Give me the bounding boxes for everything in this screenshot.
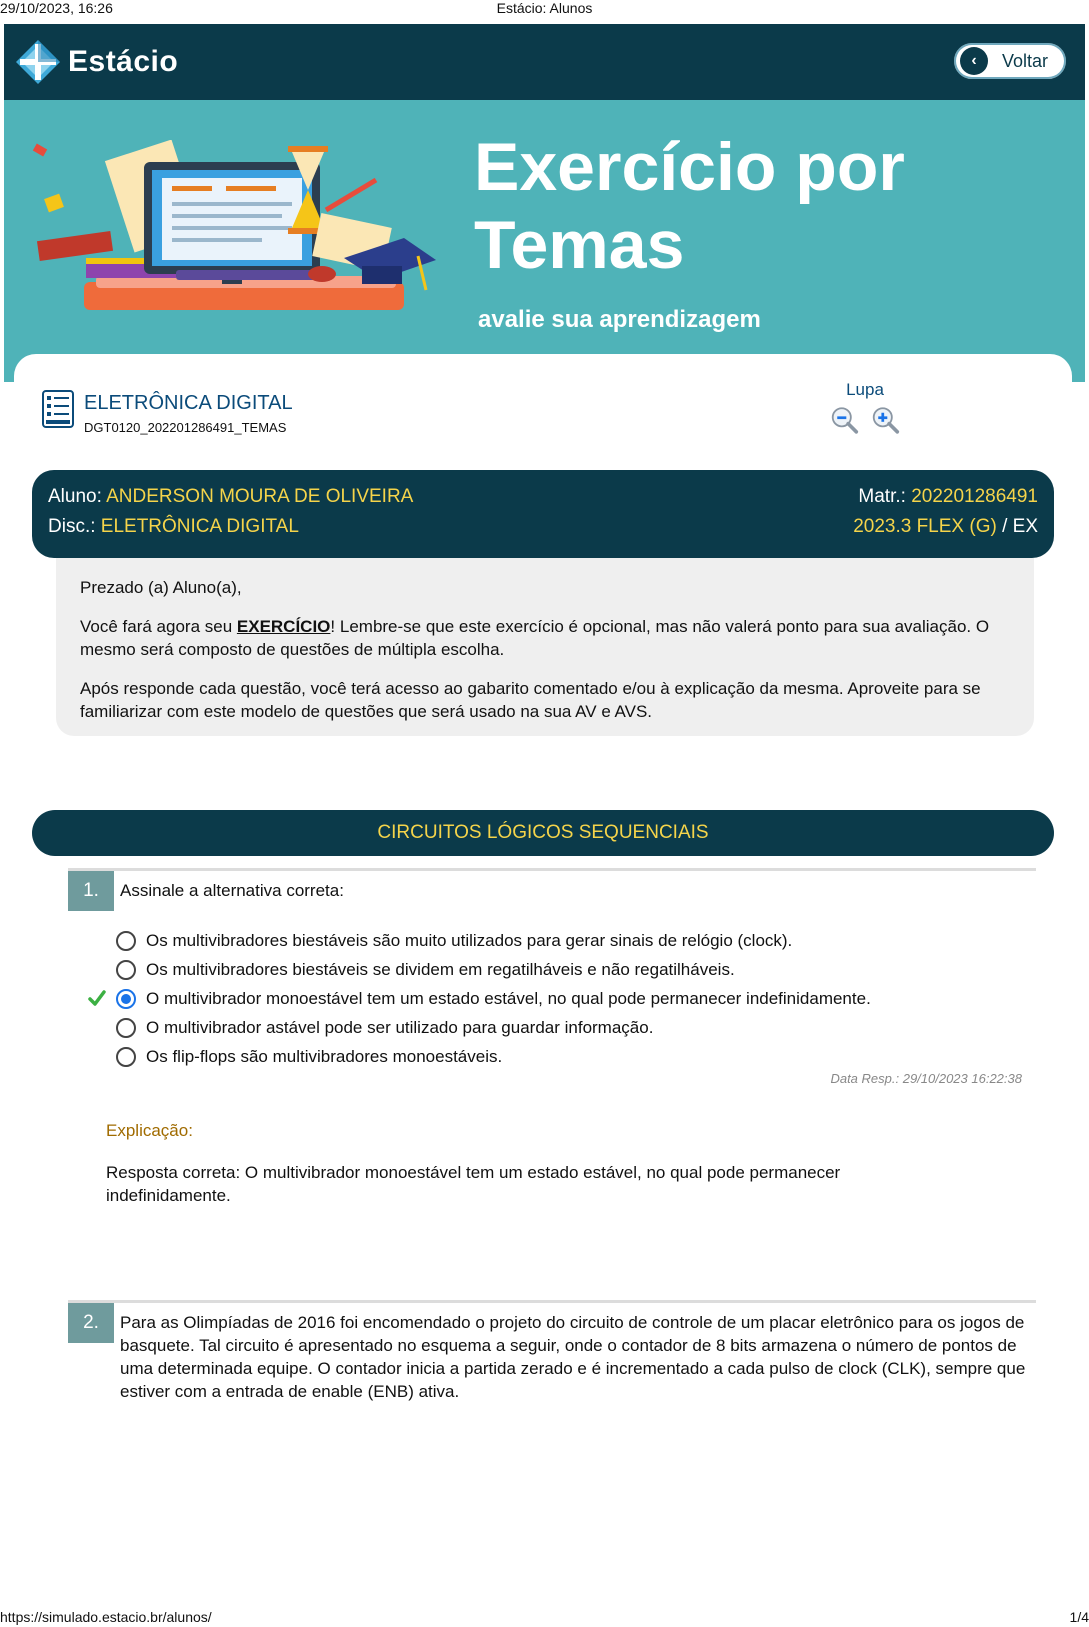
print-datetime: 29/10/2023, 16:26 [0,0,113,16]
option-label: Os multivibradores biestáveis se dividem em regatilháveis e não regatilháveis. [146,960,735,979]
hero-title-line2: Temas [474,207,685,283]
hero-banner [4,100,1085,382]
instructions-p1-post: ! Lembre-se que este exercício é opcional, mas não valerá ponto para sua avaliação. O mesmo será composto de questões de múltipla escolha. [80,617,990,659]
instructions-paragraph-2: Após responde cada questão, você terá acesso ao gabarito comentado e/ou à explicação da mesma. Aproveite para se familiarizar com este modelo de questões que será usado na sua AV e AVS. [80,679,981,721]
option-label: O multivibrador monoestável tem um estado estável, no qual pode permanecer indefinidamente. [146,989,871,1008]
correct-check-icon [88,989,106,1007]
logo-text: Estácio [68,45,179,78]
aluno-name: ANDERSON MOURA DE OLIVEIRA [106,486,414,507]
option-1[interactable] [116,929,792,953]
discipline-name: ELETRÔNICA DIGITAL [84,392,293,414]
question-2 [68,1300,1036,1460]
period-suffix: / EX [1002,516,1038,537]
aluno-label: Aluno: [48,486,102,507]
option-4[interactable] [116,1016,653,1040]
print-url: https://simulado.estacio.br/alunos/ [0,1609,212,1625]
top-navbar [4,24,1085,100]
student-info-bar [32,470,1054,558]
radio-button[interactable] [116,960,136,980]
option-5[interactable] [116,1045,502,1069]
matricula-label: Matr.: [858,486,906,507]
chevron-left-icon: ‹ [960,47,988,75]
discipline-row [48,516,299,538]
zoom-controls [830,380,900,436]
main-card [14,354,1072,1604]
exercise-word: EXERCÍCIO [236,617,331,636]
discipline-code: DGT0120_202201286491_TEMAS [84,420,287,435]
matricula-value: 202201286491 [911,486,1038,507]
disc-label: Disc.: [48,516,96,537]
print-footer [0,1605,1089,1627]
radio-button[interactable] [116,1018,136,1038]
topic-header: CIRCUITOS LÓGICOS SEQUENCIAIS [32,810,1054,856]
hero-subtitle: avalie sua aprendizagem [478,306,761,333]
period-value: 2023.3 FLEX (G) [853,516,997,537]
hero-title-line1: Exercício por [474,129,905,205]
back-button-label: Voltar [1002,50,1049,71]
hero-title [474,128,905,284]
option-2[interactable] [116,958,735,982]
explanation-text: Resposta correta: O multivibrador monoestável tem um estado estável, no qual pode permanecer indefinidamente. [106,1163,841,1205]
explanation-title: Explicação: [106,1121,193,1140]
print-page-number: 1/4 [1069,1609,1089,1625]
instructions-p1-pre: Você fará agora seu [80,617,237,636]
question-text: Para as Olimpíadas de 2016 foi encomendado o projeto do circuito de controle de um placar eletrônico para os jogos de basquete. Tal circuito é apresentado no esquema a seguir, onde o contador de 8 bits armazena o número de pontos de uma determinada equipe. O contador inicia a partida zerado e é incrementado a cada pulso de clock (CLK), sempre que estiver com a entrada de enable (ENB) ativa. [120,1313,1026,1401]
zoom-out-icon[interactable] [830,404,859,436]
print-title: Estácio: Alunos [496,0,593,16]
matricula-row [858,486,1038,508]
instructions-greeting: Prezado (a) Aluno(a), [80,578,242,597]
estacio-logo-icon [14,38,62,86]
option-label: Os flip-flops são multivibradores monoestáveis. [146,1047,503,1066]
zoom-label: Lupa [846,380,884,399]
question-text: Assinale a alternativa correta: [120,881,344,900]
print-header [0,0,1089,22]
checklist-icon [42,390,76,430]
option-3[interactable] [116,987,871,1011]
option-label: O multivibrador astável pode ser utilizado para guardar informação. [146,1018,654,1037]
back-button[interactable] [951,40,1069,82]
radio-button[interactable] [116,1047,136,1067]
question-number: 2. [68,1303,114,1343]
response-date: Data Resp.: 29/10/2023 16:22:38 [830,1071,1022,1086]
instructions-box [56,558,1034,736]
option-label: Os multivibradores biestáveis são muito utilizados para gerar sinais de relógio (clock). [146,931,793,950]
question-1 [68,868,1036,1278]
disc-value: ELETRÔNICA DIGITAL [100,516,299,537]
radio-button[interactable] [116,931,136,951]
instructions-paragraph-1 [80,615,1010,661]
student-name-row [48,486,413,508]
study-illustration [26,140,456,330]
zoom-in-icon[interactable] [871,404,900,436]
estacio-logo[interactable] [14,38,178,86]
radio-button-selected[interactable] [116,989,136,1009]
period-row [853,516,1038,538]
question-number: 1. [68,871,114,911]
